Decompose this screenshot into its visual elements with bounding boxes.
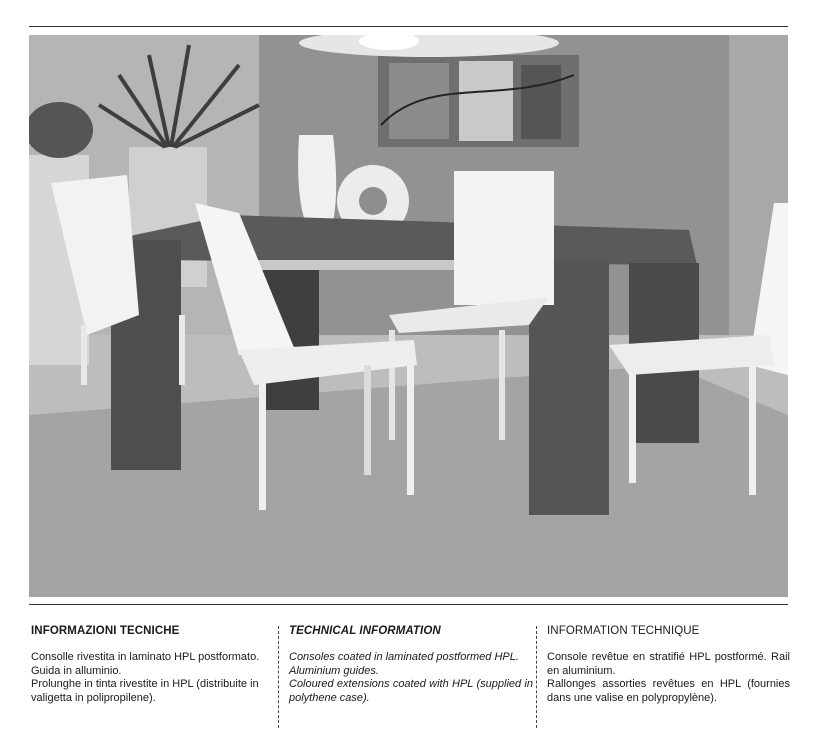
- column-line: Prolunghe in tinta rivestite in HPL (distribuite in valigetta in polipropilene).: [31, 678, 259, 704]
- info-column-italian: [31, 624, 267, 705]
- product-photo: [29, 35, 788, 597]
- column-separator: [536, 626, 537, 728]
- middle-divider: [29, 604, 788, 605]
- info-column-english: [289, 624, 533, 705]
- column-title: INFORMAZIONI TECNICHE: [31, 625, 180, 637]
- info-column-french: [547, 624, 790, 705]
- column-line: Aluminium guides.: [289, 664, 379, 677]
- column-line: Consolle rivestita in laminato HPL postformato.: [31, 651, 260, 663]
- column-title: TECHNICAL INFORMATION: [289, 625, 441, 637]
- column-title: INFORMATION TECHNIQUE: [547, 625, 700, 637]
- column-line: Consoles coated in laminated postformed HPL.: [289, 651, 519, 663]
- column-line: Guida in alluminio.: [31, 664, 122, 677]
- column-separator: [278, 626, 279, 728]
- column-line: Console revêtue en stratifié HPL postformé. Rail en aluminium.: [547, 651, 790, 677]
- column-line: Coloured extensions coated with HPL (supplied in polythene case).: [289, 678, 533, 704]
- column-line: Rallonges assorties revêtues en HPL (fournies dans une valise en polypropylène).: [547, 678, 790, 704]
- top-divider: [29, 26, 788, 27]
